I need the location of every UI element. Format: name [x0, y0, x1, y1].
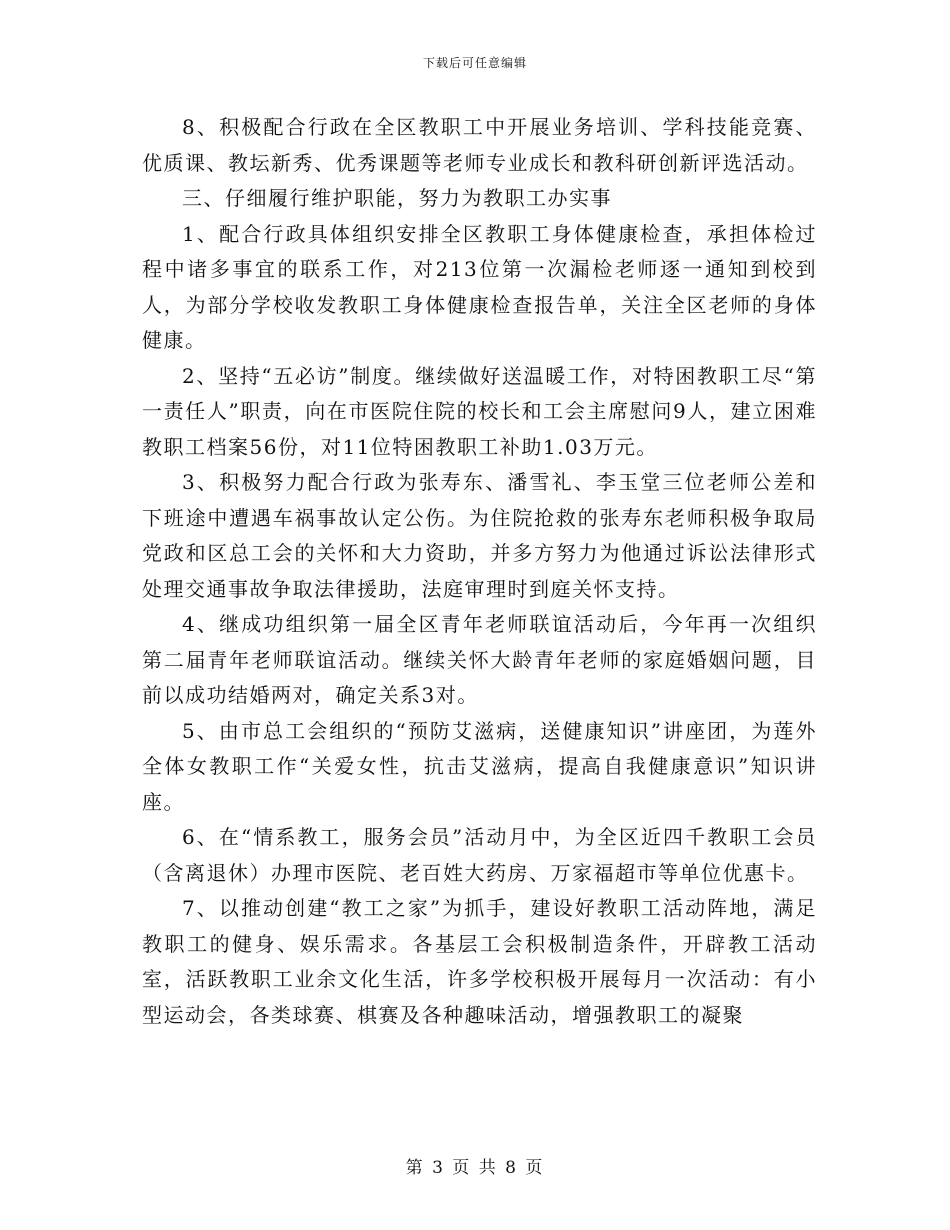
paragraph-item-2: 2、坚持“五必访”制度。继续做好送温暖工作，对特困教职工尽“第一责任人”职责，向在市医院住院的校长和工会主席慰问9人，建立困难教职工档案56份，对11位特困教职工补助1.03万元。 — [142, 363, 817, 459]
page-number: 第 3 页 共 8 页 — [405, 1158, 545, 1178]
section-heading-three: 三、仔细履行维护职能，努力为教职工办实事 — [182, 186, 612, 210]
paragraph-item-5: 5、由市总工会组织的“预防艾滋病，送健康知识”讲座团，为莲外全体女教职工作“关爱女性，抗击艾滋病，提高自我健康意识”知识讲座。 — [142, 718, 817, 814]
paragraph-item-4: 4、继成功组织第一届全区青年老师联谊活动后，今年再一次组织第二届青年老师联谊活动。继续关怀大龄青年老师的家庭婚姻问题，目前以成功结婚两对，确定关系3对。 — [142, 612, 817, 707]
paragraph-item-7: 7、以推动创建“教工之家”为抓手，建设好教职工活动阵地，满足教职工的健身、娱乐需求。各基层工会积极制造条件，开辟教工活动室，活跃教职工业余文化生活，许多学校积极开展每月一次活动：有小型运动会，各类球赛、棋赛及各种趣味活动，增强教职工的凝聚 — [142, 896, 817, 1027]
paragraph-item-1: 1、配合行政具体组织安排全区教职工身体健康检查，承担体检过程中诸多事宜的联系工作，对213位第一次漏检老师逐一通知到校到人，为部分学校收发教职工身体健康检查报告单，关注全区老师的身体健康。 — [142, 221, 817, 352]
paragraph-item-3: 3、积极努力配合行政为张寿东、潘雪礼、李玉堂三位老师公差和下班途中遭遇车祸事故认定公伤。为住院抢救的张寿东老师积极争取局党政和区总工会的关怀和大力资助，并多方努力为他通过诉讼法律形式处理交通事故争取法律援助，法庭审理时到庭关怀支持。 — [142, 470, 817, 601]
paragraph-item-6: 6、在“情系教工，服务会员”活动月中，为全区近四千教职工会员（含离退休）办理市医院、老百姓大药房、万家福超市等单位优惠卡。 — [142, 825, 817, 885]
document-body — [142, 110, 817, 1033]
paragraph-item-8: 8、积极配合行政在全区教职工中开展业务培训、学科技能竞赛、优质课、教坛新秀、优秀课题等老师专业成长和教科研创新评选活动。 — [142, 115, 817, 175]
page-header: 下载后可任意编辑 — [422, 56, 527, 70]
